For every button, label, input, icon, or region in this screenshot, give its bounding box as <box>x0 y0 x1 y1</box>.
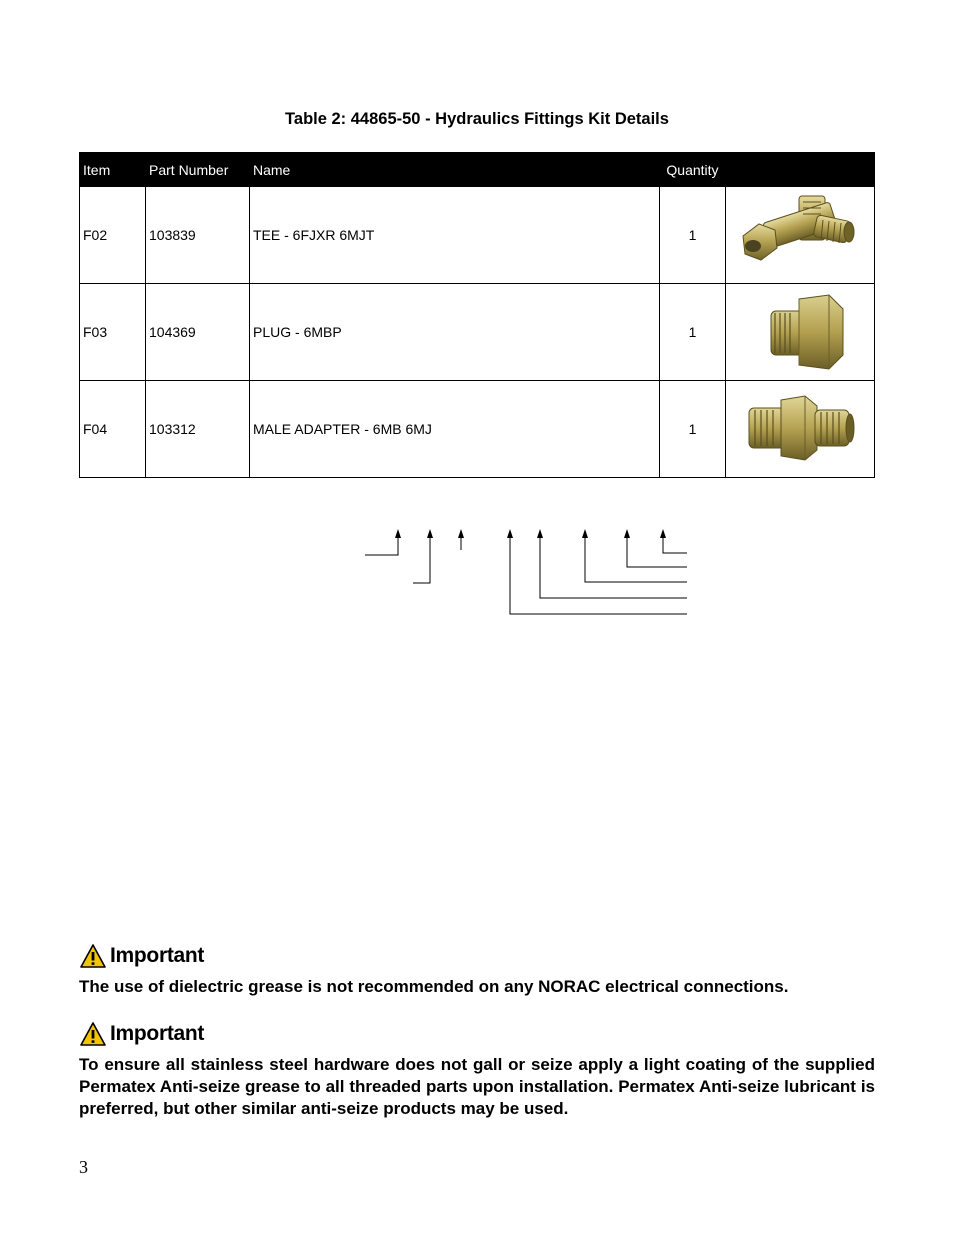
important-notice <box>79 1020 875 1120</box>
important-text: To ensure all stainless steel hardware does not gall or seize apply a light coating of the supplied Permatex Anti-seize grease to all threaded parts upon installation. Permatex Anti-seize lubricant is preferred, but other similar anti-seize products may be used. <box>79 1055 875 1118</box>
arrowhead <box>537 529 543 538</box>
cell-name: PLUG - 6MBP <box>250 284 660 381</box>
important-heading <box>79 942 875 970</box>
cell-item: F04 <box>80 381 146 478</box>
table-caption: Table 2: 44865-50 - Hydraulics Fittings Kit Details <box>285 110 669 128</box>
header-name: Name <box>250 153 660 187</box>
important-title: Important <box>110 1022 205 1045</box>
cell-part-number: 103839 <box>146 187 250 284</box>
warning-icon <box>79 1021 107 1047</box>
cell-name: TEE - 6FJXR 6MJT <box>250 187 660 284</box>
cell-quantity: 1 <box>660 187 726 284</box>
arrowhead <box>660 529 666 538</box>
callout-line <box>510 534 687 614</box>
header-quantity: Quantity <box>660 153 726 187</box>
cell-quantity: 1 <box>660 284 726 381</box>
callout-line <box>627 534 687 567</box>
callout-line <box>365 534 398 555</box>
important-title: Important <box>110 944 205 967</box>
callout-line <box>663 534 687 553</box>
arrowhead <box>624 529 630 538</box>
important-notice <box>79 942 875 998</box>
arrowhead <box>582 529 588 538</box>
header-part-number: Part Number <box>146 153 250 187</box>
important-heading <box>79 1020 875 1048</box>
arrowhead <box>507 529 513 538</box>
header-item: Item <box>80 153 146 187</box>
callout-line <box>540 534 687 598</box>
warning-icon <box>79 943 107 969</box>
callout-line <box>585 534 687 582</box>
cell-part-number: 103312 <box>146 381 250 478</box>
arrowhead <box>395 529 401 538</box>
arrowhead <box>427 529 433 538</box>
cell-quantity: 1 <box>660 381 726 478</box>
callout-line <box>413 534 430 583</box>
cell-item: F02 <box>80 187 146 284</box>
cell-item: F03 <box>80 284 146 381</box>
page-number: 3 <box>79 1157 88 1177</box>
cell-name: MALE ADAPTER - 6MB 6MJ <box>250 381 660 478</box>
arrowhead <box>458 529 464 538</box>
cell-part-number: 104369 <box>146 284 250 381</box>
important-text: The use of dielectric grease is not recommended on any NORAC electrical connections. <box>79 977 789 996</box>
